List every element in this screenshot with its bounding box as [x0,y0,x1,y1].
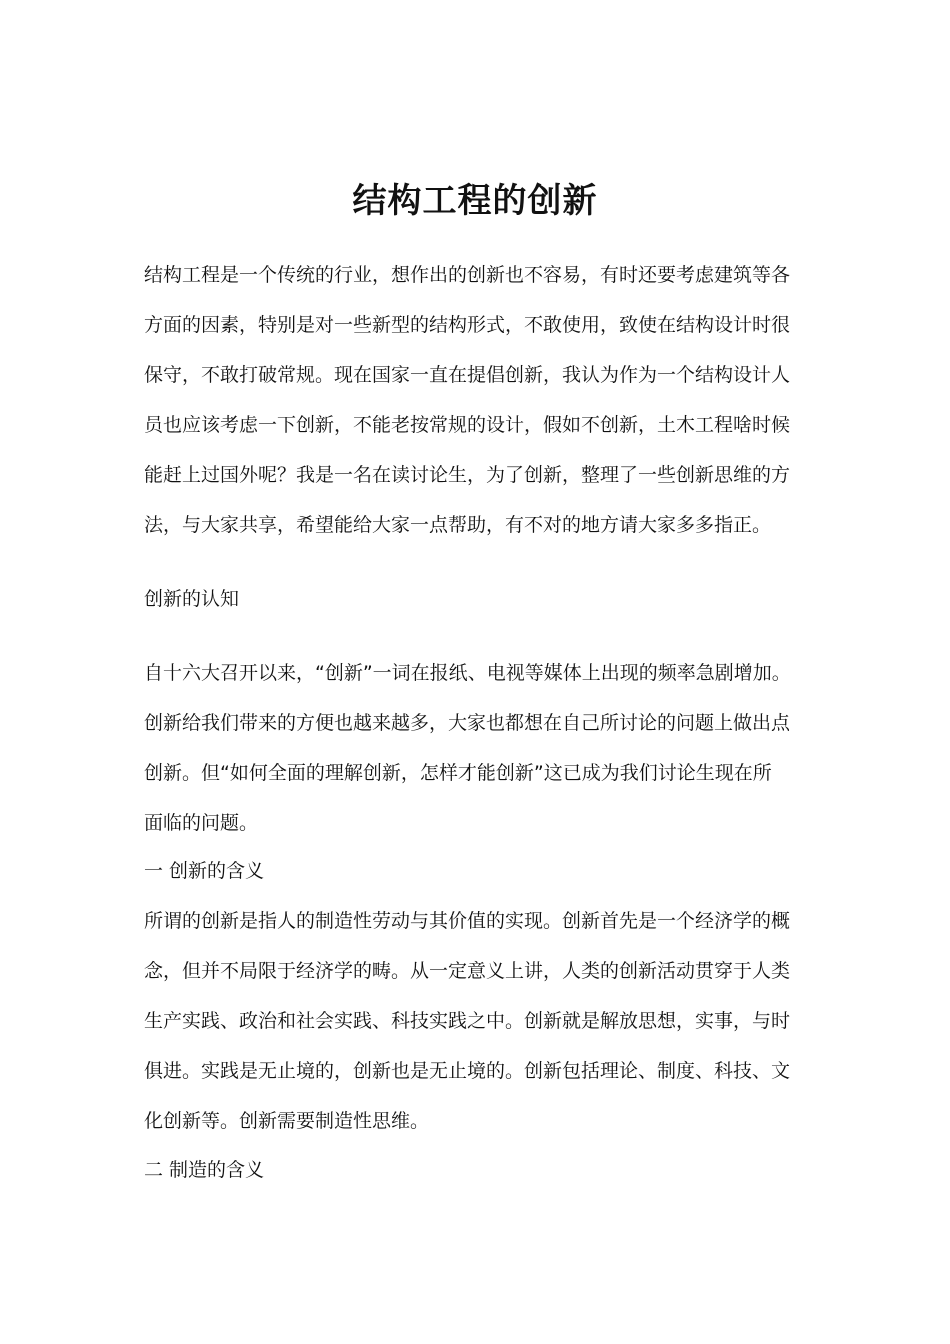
intro-paragraph [144,250,824,550]
sub-heading-meaning-of-innovation: 一 创新的含义 [144,860,265,882]
paragraph-line: 俱进。实践是无止境的，创新也是无止境的。创新包括理论、制度、科技、文 [144,1060,791,1082]
section-heading: 创新的认知 [144,588,240,610]
sub1-paragraph [144,896,824,1146]
paragraph-line: 所谓的创新是指人的制造性劳动与其价值的实现。创新首先是一个经济学的概 [144,910,791,932]
paragraph-line: 结构工程是一个传统的行业，想作出的创新也不容易，有时还要考虑建筑等各 [144,264,791,286]
paragraph-line: 法，与大家共享，希望能给大家一点帮助，有不对的地方请大家多多指正。 [144,514,772,536]
document-title: 结构工程的创新 [352,181,598,221]
paragraph-line: 念，但并不局限于经济学的畴。从一定意义上讲，人类的创新活动贯穿于人类 [144,960,791,982]
paragraph-line: 自十六大召开以来，“创新”一词在报纸、电视等媒体上出现的频率急剧增加。 [144,662,791,684]
paragraph-line: 生产实践、政治和社会实践、科技实践之中。创新就是解放思想，实事，与时 [144,1010,791,1032]
paragraph-line: 创新给我们带来的方便也越来越多，大家也都想在自己所讨论的问题上做出点 [144,712,791,734]
paragraph-line: 化创新等。创新需要制造性思维。 [144,1110,430,1132]
paragraph-line: 保守，不敢打破常规。现在国家一直在提倡创新，我认为作为一个结构设计人 [144,364,791,386]
paragraph-line: 面临的问题。 [144,812,259,834]
section-paragraph [144,648,824,848]
paragraph-line: 创新。但“如何全面的理解创新，怎样才能创新”这已成为我们讨论生现在所 [144,762,772,784]
paragraph-line: 能赶上过国外呢？我是一名在读讨论生，为了创新，整理了一些创新思维的方 [144,464,791,486]
paragraph-line: 员也应该考虑一下创新，不能老按常规的设计，假如不创新，土木工程啥时候 [144,414,791,436]
sub-heading-meaning-of-creation: 二 制造的含义 [144,1159,265,1181]
paragraph-line: 方面的因素，特别是对一些新型的结构形式，不敢使用，致使在结构设计时很 [144,314,791,336]
